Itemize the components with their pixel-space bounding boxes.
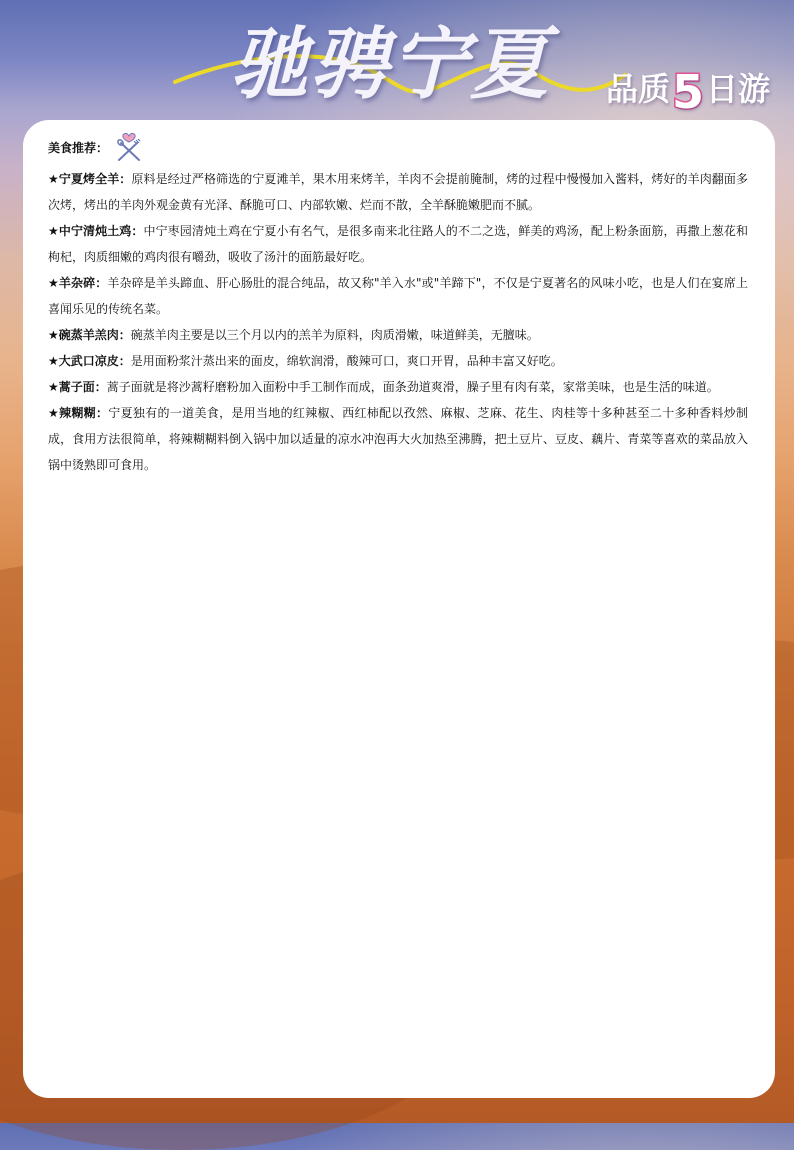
subtitle-suffix: 日游 bbox=[706, 70, 771, 108]
food-item-text: 羊杂碎是羊头蹄血、肝心肠肚的混合纯品，故又称"羊入水"或"羊蹄下"，不仅是宁夏著名的风味小吃，也是人们在宴席上喜闻乐见的传统名菜。 bbox=[48, 276, 748, 316]
food-item-name: ★宁夏烤全羊： bbox=[48, 172, 132, 186]
fork-spoon-heart-icon bbox=[112, 129, 146, 163]
food-item-text: 宁夏独有的一道美食，是用当地的红辣椒、西红柿配以孜然、麻椒、芝麻、花生、肉桂等十多种甚至二十多种香料炒制成，食用方法很简单，将辣糊糊料倒入锅中加以适量的凉水冲泡再大火加热至沸腾，把土豆片、豆皮、藕片、青菜等喜欢的菜品放入锅中烫熟即可食用。 bbox=[48, 406, 748, 472]
food-item bbox=[48, 218, 748, 270]
section-heading: 美食推荐： bbox=[48, 141, 109, 155]
tour-subtitle bbox=[606, 64, 771, 119]
food-item bbox=[48, 166, 748, 218]
food-item-name: ★蒿子面： bbox=[48, 380, 107, 394]
subtitle-prefix: 品质 bbox=[606, 70, 671, 108]
food-item bbox=[48, 322, 748, 348]
food-item bbox=[48, 348, 748, 374]
food-item-name: ★大武口凉皮： bbox=[48, 354, 131, 368]
food-section bbox=[48, 130, 748, 478]
food-item-name: ★辣糊糊： bbox=[48, 406, 109, 420]
food-item bbox=[48, 270, 748, 322]
page-title: 驰骋宁夏 bbox=[230, 19, 551, 110]
food-item-text: 碗蒸羊肉主要是以三个月以内的羔羊为原料，肉质滑嫩，味道鲜美，无膻味。 bbox=[130, 328, 539, 342]
food-item bbox=[48, 374, 748, 400]
header-banner bbox=[0, 0, 794, 125]
food-item-text: 中宁枣园清炖土鸡在宁夏小有名气，是很多南来北往路人的不二之选，鲜美的鸡汤，配上粉条面筋，再撒上葱花和枸杞，肉质细嫩的鸡肉很有嚼劲，吸收了汤汁的面筋最好吃。 bbox=[48, 224, 748, 264]
food-item-text: 是用面粉浆汁蒸出来的面皮，绵软润滑，酸辣可口，爽口开胃，品种丰富又好吃。 bbox=[130, 354, 563, 368]
subtitle-number: 5 bbox=[672, 65, 705, 119]
food-item bbox=[48, 400, 748, 478]
food-item-name: ★碗蒸羊羔肉： bbox=[48, 328, 131, 342]
food-item-name: ★中宁清炖土鸡： bbox=[48, 224, 144, 238]
food-item-text: 原料是经过严格筛选的宁夏滩羊，果木用来烤羊，羊肉不会提前腌制，烤的过程中慢慢加入酱料，烤好的羊肉翻面多次烤，烤出的羊肉外观金黄有光泽、酥脆可口、内部软嫩、烂而不散，全羊酥脆嫩肥而不腻。 bbox=[48, 172, 748, 212]
food-item-text: 蒿子面就是将沙蒿籽磨粉加入面粉中手工制作而成，面条劲道爽滑，臊子里有肉有菜，家常美味，也是生活的味道。 bbox=[106, 380, 719, 394]
food-item-name: ★羊杂碎： bbox=[48, 276, 108, 290]
section-heading-row bbox=[48, 130, 748, 166]
